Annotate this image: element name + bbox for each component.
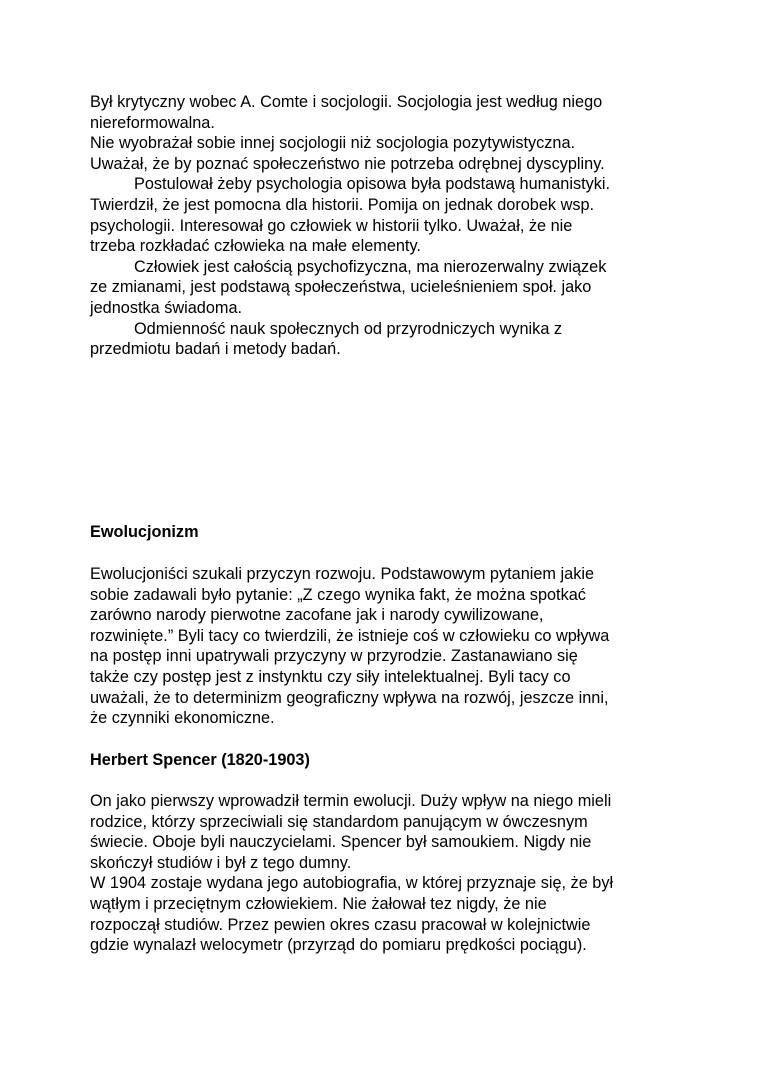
text-line: Uważał, że by poznać społeczeństwo nie potrzeba odrębnej dyscypliny. <box>90 154 605 173</box>
text-line: sobie zadawali było pytanie: „Z czego wynika fakt, że można spotkać <box>90 585 586 604</box>
text-line: wątłym i przeciętnym człowiekiem. Nie żałował tez nigdy, że nie <box>90 894 547 913</box>
text-line: świecie. Oboje byli nauczycielami. Spencer był samoukiem. Nigdy nie <box>90 833 592 852</box>
text-line: skończył studiów i był z tego dumny. <box>90 853 352 872</box>
text-line: rozpoczął studiów. Przez pewien okres czasu pracował w kolejnictwie <box>90 915 591 934</box>
text-line: On jako pierwszy wprowadził termin ewolucji. Duży wpływ na niego mieli <box>90 792 612 810</box>
section-heading-spencer: Herbert Spencer (1820-1903) <box>90 751 310 769</box>
text-line: jednostka świadoma. <box>90 298 243 317</box>
text-line: na postęp inni upatrywali przyczyny w przyrodzie. Zastanawiano się <box>90 647 578 666</box>
text-line: Nie wyobrażał sobie innej socjologii niż socjologia pozytywistyczna. <box>90 134 576 153</box>
text-line: rodzice, którzy sprzeciwiali się standardom panującym w ówczesnym <box>90 812 588 831</box>
ewolucjonizm-paragraph <box>90 564 680 729</box>
text-line: Ewolucjoniści szukali przyczyn rozwoju. Podstawowym pytaniem jakie <box>90 565 595 583</box>
text-line: rozwinięte.” Byli tacy co twierdzili, że istnieje coś w człowieku co wpływa <box>90 626 610 645</box>
text-line: zarówno narody pierwotne zacofane jak i narody cywilizowane, <box>90 606 544 625</box>
section-heading-ewolucjonizm: Ewolucjonizm <box>90 523 199 541</box>
intro-paragraphs <box>90 92 680 360</box>
text-line: także czy postęp jest z instynktu czy siły intelektualnej. Byli tacy co <box>90 667 571 686</box>
text-line: trzeba rozkładać człowieka na małe elementy. <box>90 237 421 256</box>
text-line: Postulował żeby psychologia opisowa była podstawą humanistyki. <box>134 175 611 194</box>
text-line: W 1904 zostaje wydana jego autobiografia, w której przyznaje się, że był <box>90 874 614 893</box>
text-line: Odmienność nauk społecznych od przyrodniczych wynika z <box>134 319 563 338</box>
text-line: psychologii. Interesował go człowiek w historii tylko. Uważał, że nie <box>90 216 573 235</box>
text-line: gdzie wynalazł welocymetr (przyrząd do pomiaru prędkości pociągu). <box>90 936 587 955</box>
text-line: że czynniki ekonomiczne. <box>90 709 275 728</box>
spencer-paragraph <box>90 791 680 956</box>
text-line: uważali, że to determinizm geograficzny wpływa na rozwój, jeszcze inni, <box>90 688 609 707</box>
text-line: niereformowalna. <box>90 113 215 132</box>
text-line: Był krytyczny wobec A. Comte i socjologii. Socjologia jest według niego <box>90 93 603 111</box>
text-line: Twierdził, że jest pomocna dla historii. Pomija on jednak dorobek wsp. <box>90 195 595 214</box>
text-line: Człowiek jest całością psychofizyczna, ma nierozerwalny związek <box>134 257 607 276</box>
text-line: przedmiotu badań i metody badań. <box>90 340 341 359</box>
text-line: ze zmianami, jest podstawą społeczeństwa, ucieleśnieniem społ. jako <box>90 278 592 297</box>
